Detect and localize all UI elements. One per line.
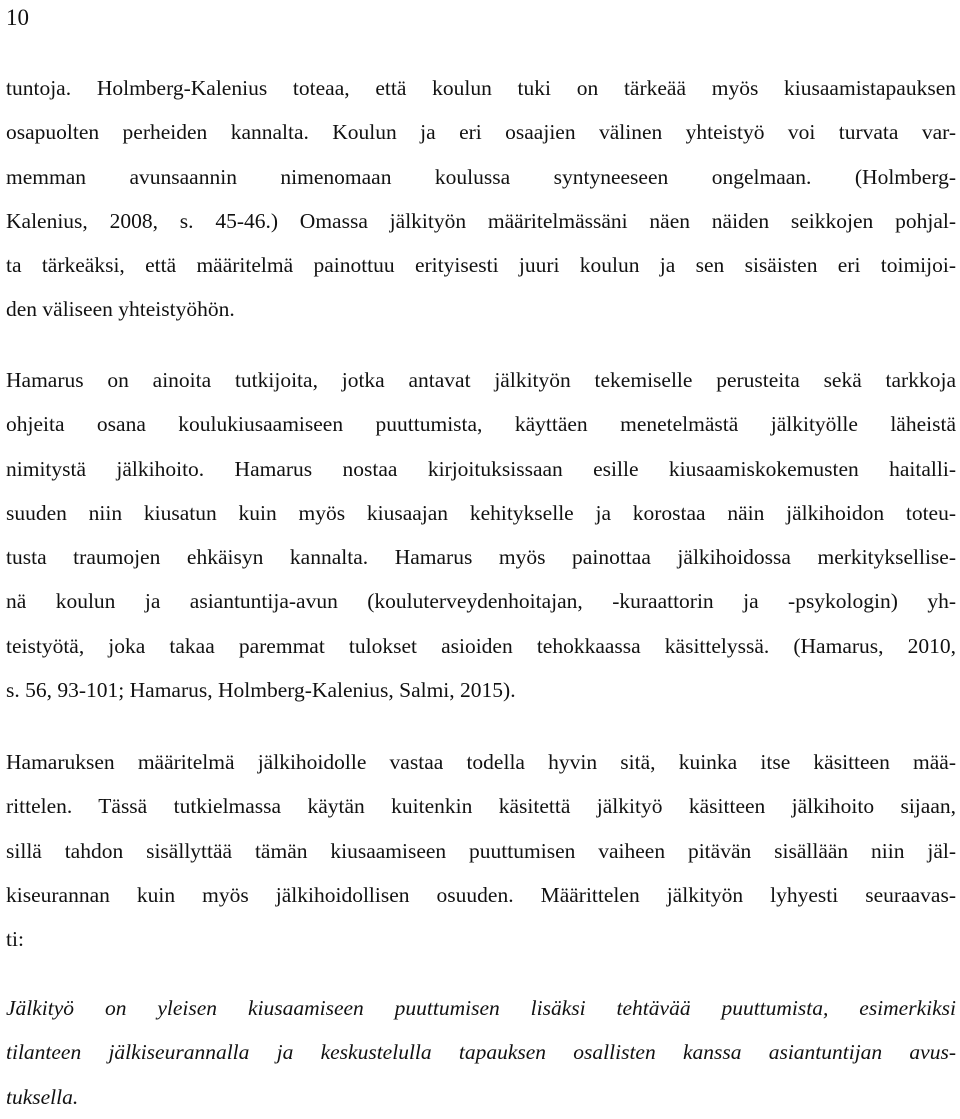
text-line: kiseurannan kuin myös jälkihoidollisen osuuden. Määrittelen jälkityön lyhyesti seuraavas-: [6, 882, 956, 907]
text-line: nä koulun ja asiantuntija-avun (kouluterveydenhoitajan, -kuraattorin ja -psykologin) yh-: [6, 589, 956, 614]
text-line: teistyötä, joka takaa paremmat tulokset asioiden tehokkaassa käsittelyssä. (Hamarus, 2010,: [6, 633, 956, 658]
paragraph-4-quote: [6, 986, 956, 1119]
text-line: tuksella.: [6, 1084, 79, 1109]
text-line: ta tärkeäksi, että määritelmä painottuu erityisesti juuri koulun ja sen sisäisten eri toimijoi-: [6, 253, 956, 278]
text-line: Kalenius, 2008, s. 45-46.) Omassa jälkityön määritelmässäni näen näiden seikkojen pohjal-: [6, 208, 956, 233]
paragraph-2: [6, 358, 956, 712]
text-line: Hamaruksen määritelmä jälkihoidolle vastaa todella hyvin sitä, kuinka itse käsitteen mää-: [6, 750, 956, 774]
text-line: suuden niin kiusatun kuin myös kiusaajan kehitykselle ja korostaa näin jälkihoidon toteu-: [6, 500, 956, 525]
text-line: s. 56, 93-101; Hamarus, Holmberg-Kalenius, Salmi, 2015).: [6, 678, 516, 703]
text-line: ohjeita osana koulukiusaamiseen puuttumista, käyttäen menetelmästä jälkityölle läheistä: [6, 412, 956, 437]
text-line: tusta traumojen ehkäisyn kannalta. Hamarus myös painottaa jälkihoidossa merkityksellise-: [6, 545, 956, 570]
text-line: nimitystä jälkihoito. Hamarus nostaa kirjoituksissaan esille kiusaamiskokemusten haitalli-: [6, 456, 956, 481]
text-line: tilanteen jälkiseurannalla ja keskustelulla tapauksen osallisten kanssa asiantuntijan avus-: [6, 1040, 956, 1065]
text-line: osapuolten perheiden kannalta. Koulun ja eri osaajien välinen yhteistyö voi turvata var-: [6, 120, 956, 145]
page-number: 10: [6, 5, 29, 30]
text-line: den väliseen yhteistyöhön.: [6, 297, 235, 322]
text-line: Jälkityö on yleisen kiusaamiseen puuttumisen lisäksi tehtävää puuttumista, esimerkiksi: [6, 996, 956, 1020]
paragraph-3: [6, 740, 956, 961]
text-line: memman avunsaannin nimenomaan koulussa syntyneeseen ongelmaan. (Holmberg-: [6, 164, 956, 189]
text-line: Hamarus on ainoita tutkijoita, jotka antavat jälkityön tekemiselle perusteita sekä tarkkoja: [6, 368, 956, 392]
text-line: rittelen. Tässä tutkielmassa käytän kuitenkin käsitettä jälkityö käsitteen jälkihoito sijaan,: [6, 794, 956, 819]
paragraph-1: [6, 66, 956, 332]
text-line: tuntoja. Holmberg-Kalenius toteaa, että koulun tuki on tärkeää myös kiusaamistapauksen: [6, 76, 956, 100]
text-line: sillä tahdon sisällyttää tämän kiusaamiseen puuttumisen vaiheen pitävän sisällään niin jäl-: [6, 838, 956, 863]
text-line: ti:: [6, 927, 24, 952]
